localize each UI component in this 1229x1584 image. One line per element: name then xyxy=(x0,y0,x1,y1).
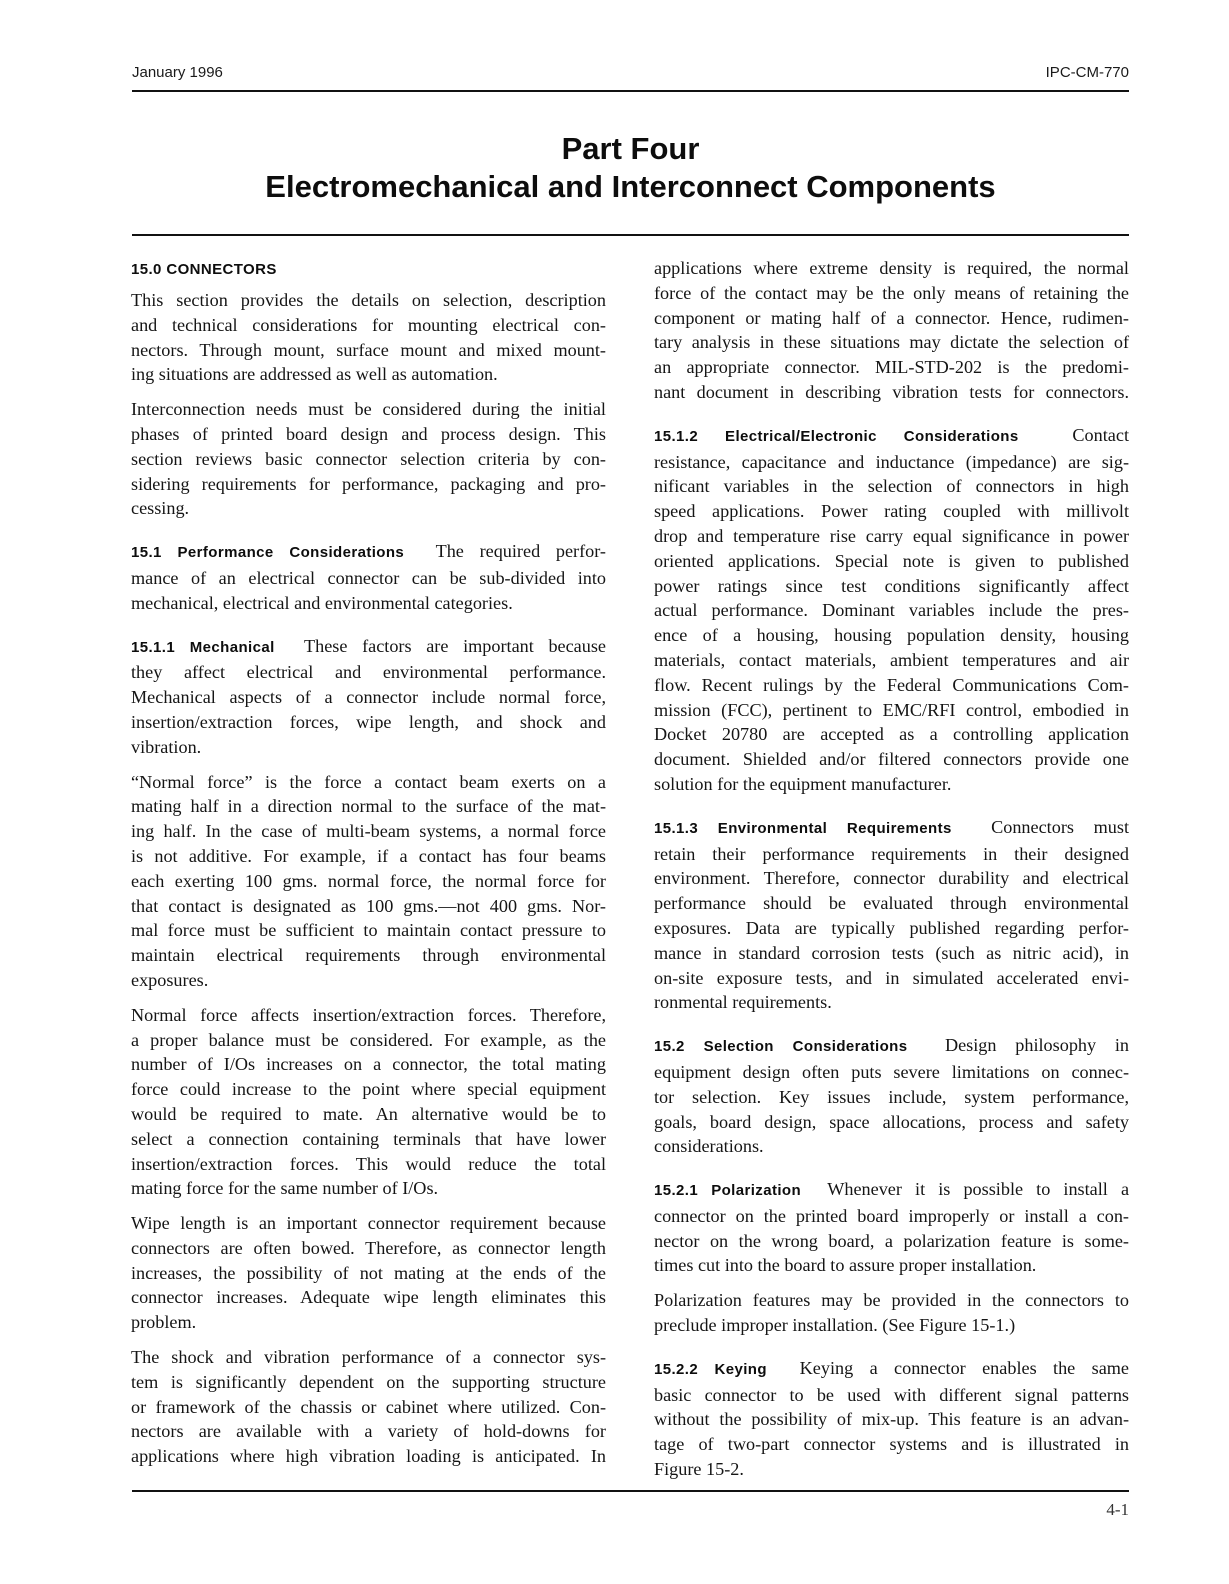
page-number: 4-1 xyxy=(1106,1500,1129,1519)
section-15-2-2-paragraph: 15.2.2 Keying Keying a connector enables the same basic connector to be used with different signal patterns without the possibility of mix-up. This feature is an advan- tage of two-part connector systems and is illustrated in Figure 15-2. xyxy=(654,1356,1129,1482)
section-15-1-1-paragraph-2: “Normal force” is the force a contact beam exerts on a mating half in a direction normal to the surface of the mat- ing half. In the case of multi-beam systems, a normal force is not additive. For example, if a contact has four beams each exerting 100 gms. normal force, the normal force for that contact is designated as 100 gms.—not 400 gms. Nor- mal force must be sufficient to maintain contact pressure to maintain electrical requirements through environmental exposures. xyxy=(131,771,606,990)
title-rule xyxy=(132,234,1129,236)
page-title xyxy=(132,130,1129,206)
figure-15-2-reference: Figure 15-2. xyxy=(654,1459,744,1480)
section-15-2-1-paragraph-2: Polarization features may be provided in the connectors to preclude improper installation. (See Figure 15-1.) xyxy=(654,1288,1129,1338)
continued-paragraph: applications where extreme density is required, the normal force of the contact may be the only means of retaining the component or mating half of a connector. Hence, rudimen- tary analysis in these situations may dictate the selection of an appropriate connector. MIL-STD-202 is the predomi- nant document in describing vibration tests for connectors. xyxy=(654,258,1129,402)
section-15-2-heading: 15.2 Selection Considerations xyxy=(654,1038,908,1056)
section-15-1-2-paragraph: 15.1.2 Electrical/Electronic Considerations Contact resistance, capacitance and inductance (impedance) are sig- nificant variables in the selection of connectors in high speed applications. Power rating coupled with millivolt drop and temperature rise carry equal significance in power oriented applications. Special note is given to published power ratings since test conditions significantly affect actual performance. Dominant variables include the pres- ence of a housing, housing population density, housing materials, contact materials, ambient temperatures and air flow. Recent rulings by the Federal Communications Com- mission (FCC), pertinent to EMC/RFI control, embodied in Docket 20780 are accepted as a controlling application document. Shielded and/or filtered connectors provide one solution for the equipment manufacturer. xyxy=(654,424,1129,794)
running-header xyxy=(132,64,1129,86)
section-15-1-1-paragraph-5: The shock and vibration performance of a connector sys- tem is significantly dependent on the supporting structure or framework of the chassis or cabinet where utilized. Con- nectors are available with a variety of hold-downs for applications where high vibration loading is anticipated. In xyxy=(131,1347,606,1467)
part-label: Part Four xyxy=(561,131,700,166)
footer-rule xyxy=(132,1490,1129,1492)
header-rule xyxy=(132,90,1129,92)
figure-15-1-reference: preclude improper installation. (See Figure 15-1.) xyxy=(654,1315,1016,1336)
section-15-2-2-heading: 15.2.2 Keying xyxy=(654,1360,767,1378)
section-15-1-1-paragraph-3: Normal force affects insertion/extraction forces. Therefore, a proper balance must be considered. For example, as the number of I/Os increases on a connector, the total mating force could increase to the point where special equipment would be required to mate. An alternative would be to select a connection containing terminals that have lower insertion/extraction forces. This would reduce the total mating force for the same number of I/Os. xyxy=(131,1004,606,1199)
right-column xyxy=(654,256,1129,1492)
section-15-1-1-paragraph-4: Wipe length is an important connector requirement because connectors are often bowed. Therefore, as connector length increases, the possibility of not mating at the ends of the connector increases. Adequate wipe length eliminates this problem. xyxy=(131,1213,606,1333)
section-15-1-1-heading: 15.1.1 Mechanical xyxy=(131,638,275,656)
section-15-1-3-heading: 15.1.3 Environmental Requirements xyxy=(654,819,952,837)
section-15-2-paragraph: 15.2 Selection Considerations Design philosophy in equipment design often puts severe limitations on connec- tor selection. Key issues include, system performance, goals, board design, space allocations, process and safety considerations. xyxy=(654,1035,1130,1157)
section-15-1-1-paragraph-1: 15.1.1 Mechanical These factors are important because they affect electrical and environmental performance. Mechanical aspects of a connector include normal force, insertion/extraction forces, wipe length, and shock and vibration. xyxy=(131,635,607,757)
section-15-1-paragraph: 15.1 Performance Considerations The required perfor- mance of an electrical connector can be sub-divided into mechanical, electrical and environmental categories. xyxy=(131,541,606,613)
section-15-1-3-paragraph: 15.1.3 Environmental Requirements Connectors must retain their performance requirements in their designed environment. Therefore, connector durability and electrical performance should be evaluated through environmental exposures. Data are typically published regarding perfor- mance in standard corrosion tests (such as nitric acid), in on-site exposure tests, and in simulated accelerated envi- ronmental requirements. xyxy=(654,816,1130,1013)
section-15-1-2-heading: 15.1.2 Electrical/Electronic Considerations xyxy=(654,427,1019,445)
section-15-2-1-paragraph-1: 15.2.1 Polarization Whenever it is possible to install a connector on the printed board improperly or install a con- nector on the wrong board, a polarization feature is some- times cut into the board to assure proper installation. xyxy=(654,1179,1130,1276)
section-15-2-1-heading: 15.2.1 Polarization xyxy=(654,1182,802,1200)
part-subtitle: Electromechanical and Interconnect Components xyxy=(265,169,996,204)
header-document-id: IPC-CM-770 xyxy=(1045,64,1129,81)
section-15-0-paragraph-2: Interconnection needs must be considered during the initial phases of printed board design and process design. This section reviews basic connector selection criteria by con- sidering requirements for performance, packaging and pro- cessing. xyxy=(131,399,606,519)
header-date: January 1996 xyxy=(132,64,223,81)
section-15-0-heading: 15.0 CONNECTORS xyxy=(131,261,277,278)
section-15-0-paragraph-1: This section provides the details on selection, description and technical considerations for mounting electrical con- nectors. Through mount, surface mount and mixed mount- ing situations are addressed as well as automation. xyxy=(131,290,606,385)
section-15-1-heading: 15.1 Performance Considerations xyxy=(131,544,405,562)
left-column xyxy=(131,256,606,1479)
